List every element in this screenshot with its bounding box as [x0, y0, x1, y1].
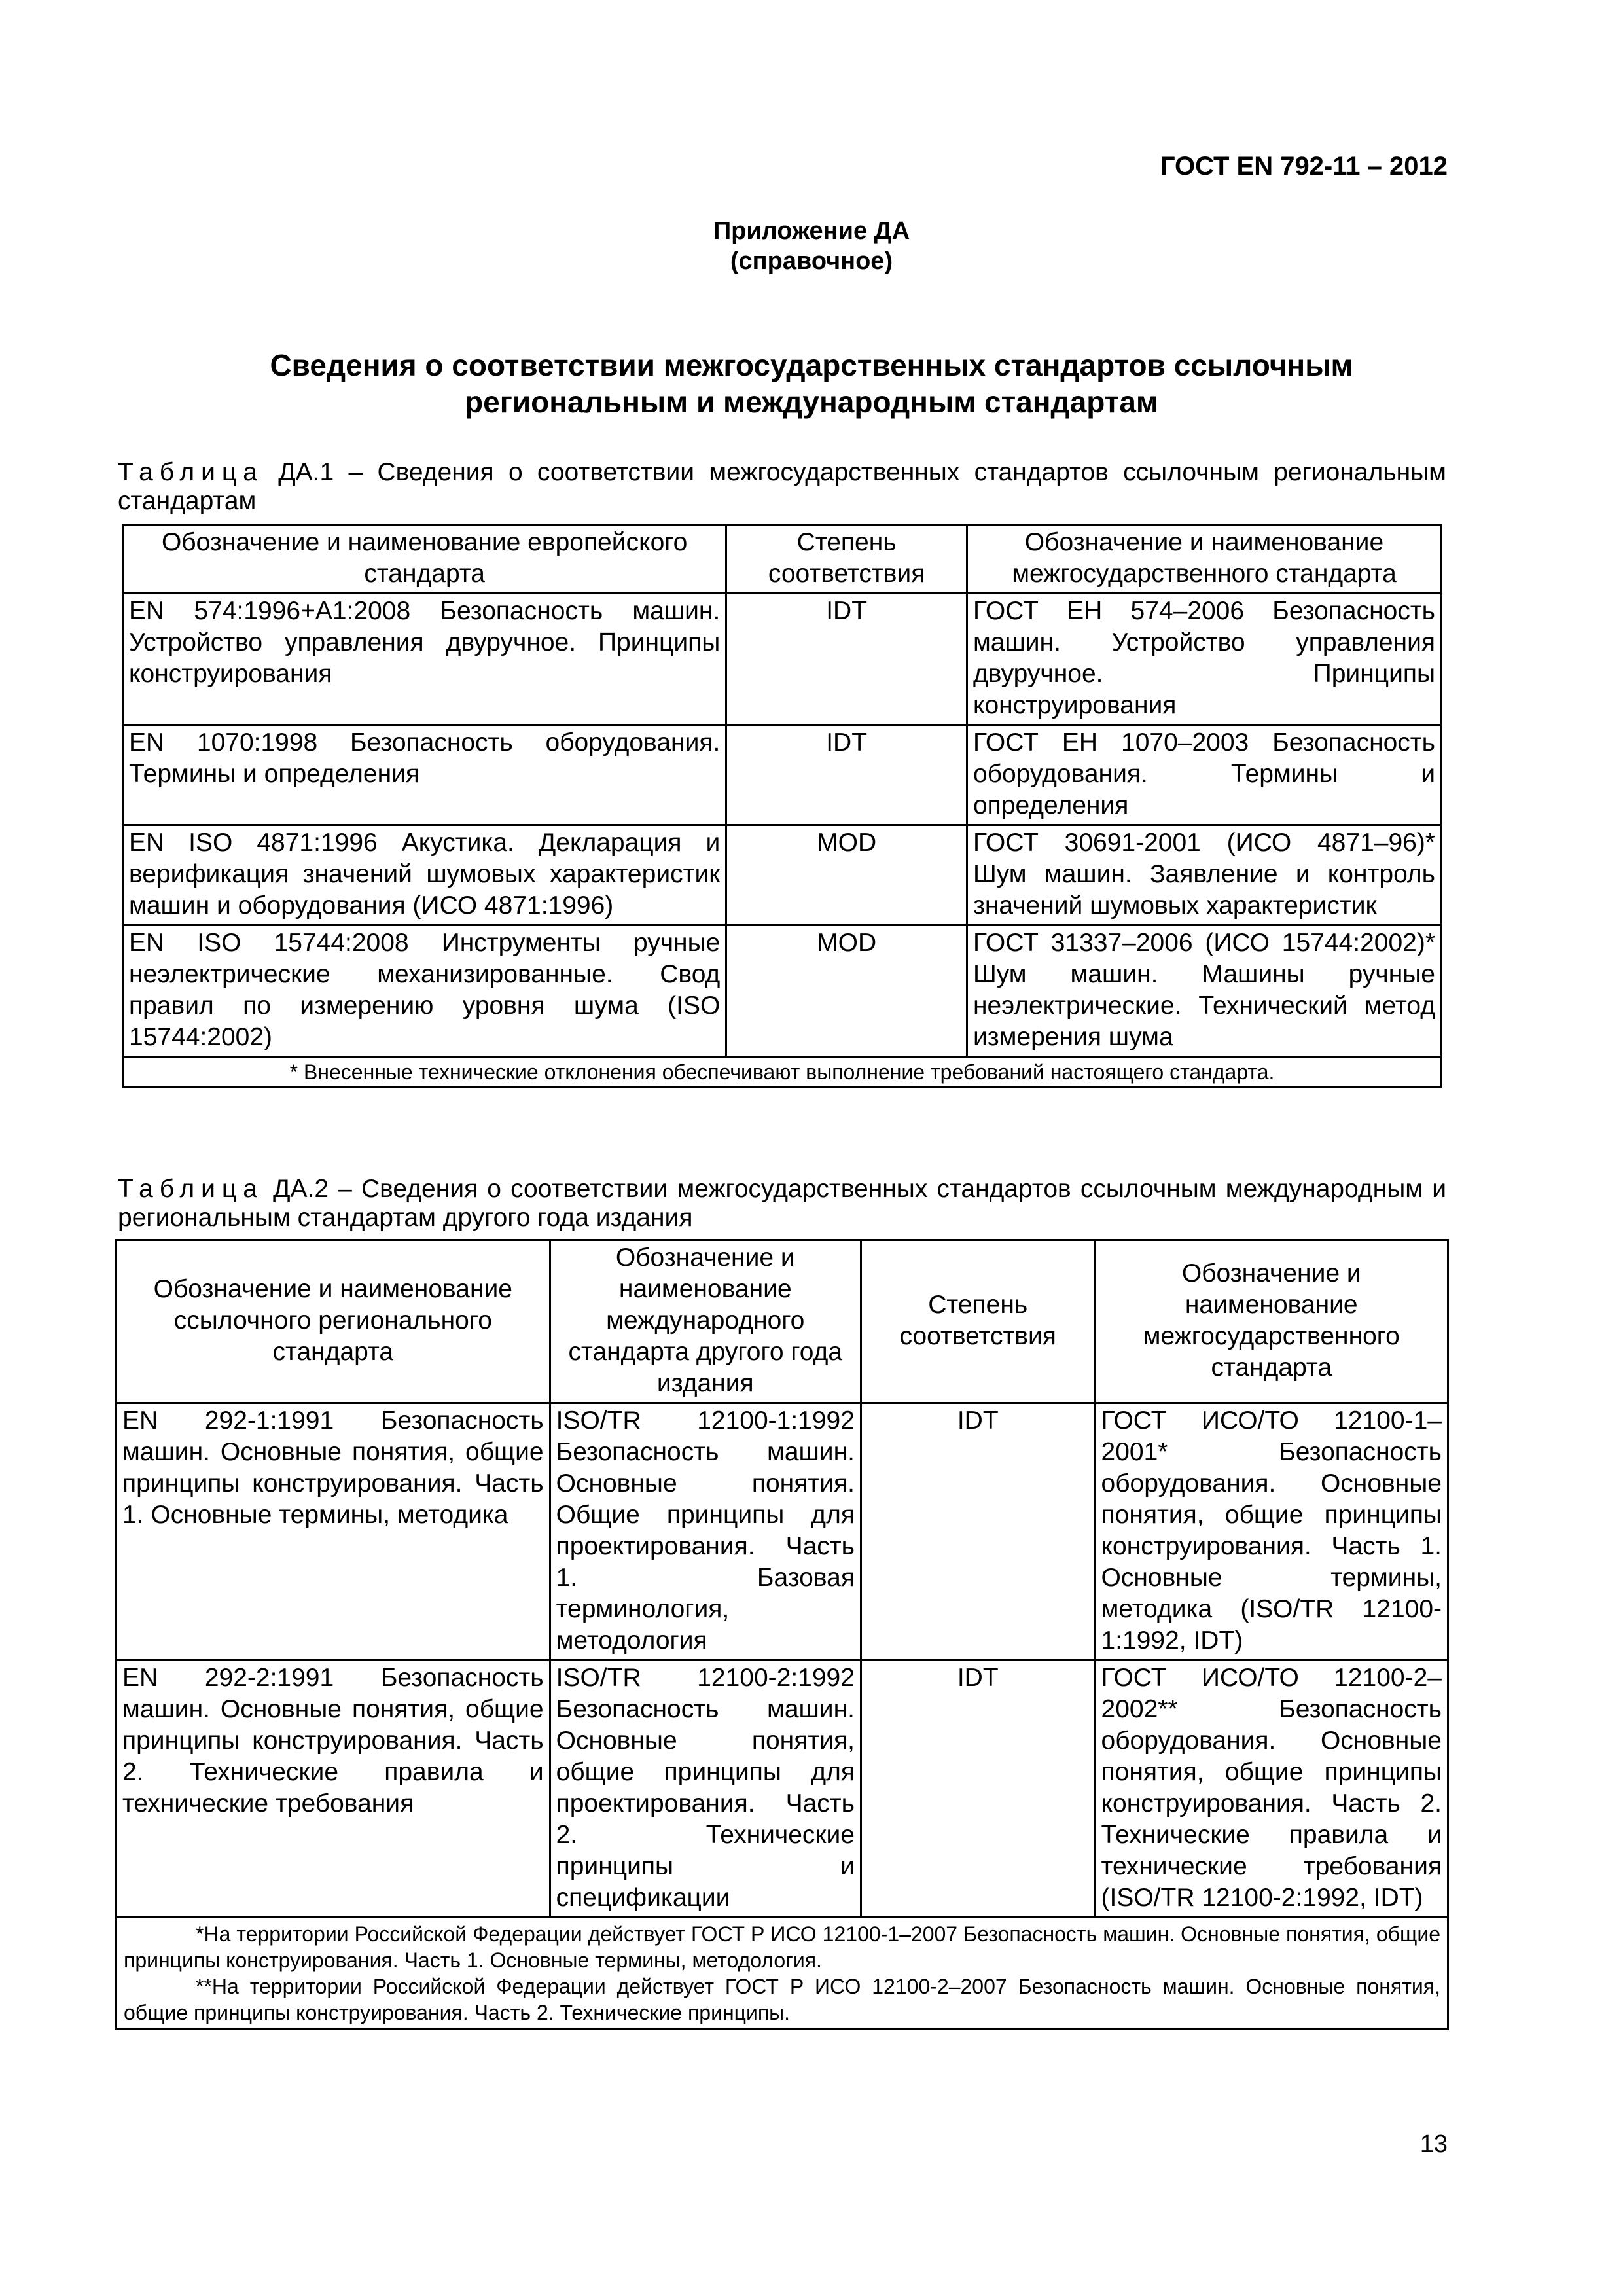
table-cell: ISO/TR 12100-1:1992 Безопасность машин. Основные понятия. Общие принципы для проектирования. Часть 1. Базовая терминология, методология	[550, 1403, 861, 1660]
table1	[122, 524, 1442, 1088]
table1-caption-text: ДА.1 – Сведения о соответствии межгосударственных стандартов ссылочным региональным стандартам	[118, 458, 1446, 515]
table1-caption	[118, 458, 1446, 516]
table2-footnote-row	[116, 1918, 1448, 2030]
table2-footnote: **На территории Российской Федерации действует ГОСТ Р ИСО 12100-2–2007 Безопасность машин. Основные понятия, общие принципы конструирования. Часть 2. Технические принципы.	[124, 1975, 1440, 2024]
table-cell: EN 574:1996+A1:2008 Безопасность машин. Устройство управления двуручное. Принципы конструирования	[123, 594, 726, 725]
table-cell: ГОСТ ИСО/ТО 12100-1–2001* Безопасность оборудования. Основные понятия, общие принципы конструирования. Часть 1. Основные термины, методика (ISO/TR 12100-1:1992, IDT)	[1095, 1403, 1448, 1660]
table-cell: EN 1070:1998 Безопасность оборудования. Термины и определения	[123, 725, 726, 825]
table-cell: IDT	[861, 1403, 1095, 1660]
table-row	[116, 1403, 1448, 1660]
table-cell: ГОСТ ИСО/ТО 12100-2–2002** Безопасность оборудования. Основные понятия, общие принципы конструирования. Часть 2. Технические правила и технические требования (ISO/TR 12100-2:1992, IDT)	[1095, 1660, 1448, 1918]
table1-caption-word: Таблица	[118, 458, 264, 486]
table1-footnote-row	[123, 1057, 1442, 1088]
table2-header-cell: Обозначение и наименование международного стандарта другого года издания	[550, 1240, 861, 1403]
table-cell: MOD	[726, 825, 967, 925]
annex-subtitle: (справочное)	[730, 247, 893, 275]
main-title	[0, 347, 1623, 420]
table2-footnotes	[116, 1918, 1448, 2030]
table2-caption	[118, 1175, 1446, 1232]
table-row	[123, 725, 1442, 825]
table-cell: EN ISO 15744:2008 Инструменты ручные неэлектрические механизированные. Свод правил по измерению уровня шума (ISO 15744:2002)	[123, 925, 726, 1057]
table-cell: IDT	[726, 594, 967, 725]
table2-caption-word: Таблица	[118, 1175, 264, 1203]
table1-header-cell: Степень соответствия	[726, 525, 967, 594]
table-cell: EN 292-1:1991 Безопасность машин. Основные понятия, общие принципы конструирования. Часть 1. Основные термины, методика	[116, 1403, 550, 1660]
table-row	[123, 925, 1442, 1057]
table2	[115, 1239, 1449, 2030]
main-title-line2: региональным и международным стандартам	[465, 385, 1158, 419]
table-cell: ISO/TR 12100-2:1992 Безопасность машин. Основные понятия, общие принципы для проектирования. Часть 2. Технические принципы и спецификации	[550, 1660, 861, 1918]
main-title-line1: Сведения о соответствии межгосударственных стандартов ссылочным	[270, 348, 1353, 382]
table-row	[123, 825, 1442, 925]
table1-header-row	[123, 525, 1442, 594]
table2-footnote: *На территории Российской Федерации действует ГОСТ Р ИСО 12100-1–2007 Безопасность машин. Основные понятия, общие принципы конструирования. Часть 1. Основные термины, методология.	[124, 1922, 1440, 1972]
annex-heading	[0, 216, 1623, 276]
table1-footnote: * Внесенные технические отклонения обеспечивают выполнение требований настоящего стандарта.	[123, 1057, 1442, 1088]
table-cell: ГОСТ 30691-2001 (ИСО 4871–96)* Шум машин. Заявление и контроль значений шумовых характеристик	[967, 825, 1441, 925]
table1-header-cell: Обозначение и наименование межгосударственного стандарта	[967, 525, 1441, 594]
page-number: 13	[1419, 2130, 1448, 2158]
table-row	[116, 1660, 1448, 1918]
annex-title: Приложение ДА	[713, 217, 910, 245]
table2-header-row	[116, 1240, 1448, 1403]
table-cell: MOD	[726, 925, 967, 1057]
table2-header-cell: Обозначение и наименование межгосударственного стандарта	[1095, 1240, 1448, 1403]
table-cell: IDT	[861, 1660, 1095, 1918]
table1-header-cell: Обозначение и наименование европейского стандарта	[123, 525, 726, 594]
table-cell: ГОСТ 31337–2006 (ИСО 15744:2002)* Шум машин. Машины ручные неэлектрические. Технический метод измерения шума	[967, 925, 1441, 1057]
table2-header-cell: Обозначение и наименование ссылочного регионального стандарта	[116, 1240, 550, 1403]
table-cell: ГОСТ ЕН 574–2006 Безопасность машин. Устройство управления двуручное. Принципы конструирования	[967, 594, 1441, 725]
table-cell: IDT	[726, 725, 967, 825]
table-cell: EN ISO 4871:1996 Акустика. Декларация и верификация значений шумовых характеристик машин и оборудования (ИСО 4871:1996)	[123, 825, 726, 925]
table-row	[123, 594, 1442, 725]
table-cell: EN 292-2:1991 Безопасность машин. Основные понятия, общие принципы конструирования. Часть 2. Технические правила и технические требования	[116, 1660, 550, 1918]
table2-header-cell: Степень соответствия	[861, 1240, 1095, 1403]
table2-caption-text: ДА.2 – Сведения о соответствии межгосударственных стандартов ссылочным международным и региональным стандартам другого года издания	[118, 1175, 1446, 1232]
table-cell: ГОСТ ЕН 1070–2003 Безопасность оборудования. Термины и определения	[967, 725, 1441, 825]
document-code: ГОСТ EN 792-11 – 2012	[1160, 152, 1448, 181]
